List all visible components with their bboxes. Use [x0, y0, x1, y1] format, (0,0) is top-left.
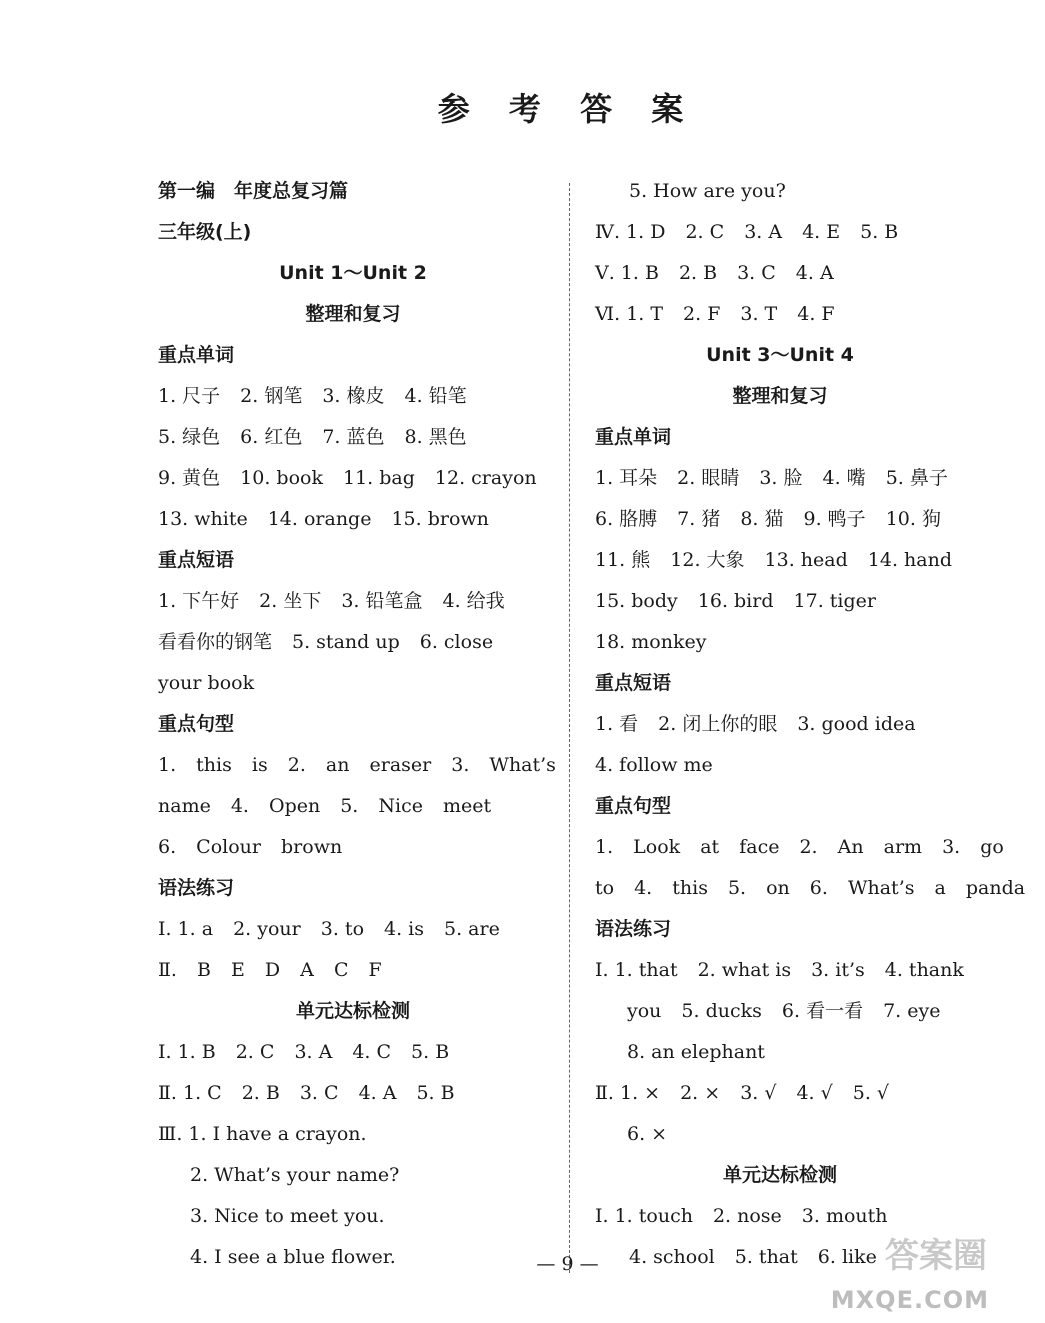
answer-item: 2. C	[685, 221, 725, 243]
answer-line	[158, 458, 548, 499]
answer-item: 4. E	[802, 221, 841, 243]
answer-line	[158, 499, 548, 540]
answer-item: 17. tiger	[793, 590, 876, 612]
answer-item: 3. 铅笔盒	[341, 590, 423, 612]
answer-item: 3. What’s	[451, 754, 556, 776]
answer-item: 看看你的钢笔	[158, 631, 273, 653]
answer-item: 15. body	[595, 590, 678, 612]
answer-item: 4. √	[796, 1082, 833, 1104]
answer-item: 2. ×	[680, 1082, 721, 1104]
answer-item: 3. it’s	[811, 959, 865, 981]
answer-line	[158, 909, 548, 950]
answer-item: 5. 鼻子	[885, 467, 948, 489]
answer-item: Ⅰ. 1. that	[595, 959, 678, 981]
answer-item: 2. F	[683, 303, 721, 325]
answer-item: 5. stand up	[292, 631, 400, 653]
answer-line	[158, 581, 548, 622]
answer-item: 4. 铅笔	[404, 385, 467, 407]
answer-item: 2. B	[241, 1082, 280, 1104]
key-sentences-heading: 重点句型	[158, 713, 235, 735]
answer-item: 2. C	[235, 1041, 275, 1063]
left-column	[158, 171, 556, 1278]
answer-item: 4. this	[634, 877, 708, 899]
answer-item: 5. B	[416, 1082, 455, 1104]
answer-item: 4. F	[797, 303, 835, 325]
unit-test-heading: 单元达标检测	[295, 1000, 410, 1022]
answer-line	[595, 704, 965, 745]
answer-item: Ⅰ. 1. B	[158, 1041, 216, 1063]
answer-item: 3. 脸	[759, 467, 803, 489]
answer-item: 7. eye	[883, 1000, 941, 1022]
answer-item: 3. √	[740, 1082, 777, 1104]
answer-item: 4. 给我	[442, 590, 505, 612]
answer-item: 5. ducks	[681, 1000, 762, 1022]
answer-line: 18. monkey	[595, 631, 707, 653]
answer-line: 6. Colour brown	[158, 836, 343, 858]
answer-item: 4. is	[384, 918, 425, 940]
answer-item: 3. go	[942, 836, 1004, 858]
answer-item: 5. that	[734, 1246, 798, 1268]
answer-line	[595, 1073, 965, 1114]
watermark-logo: 答案圈	[885, 1236, 987, 1276]
answer-item: 2. what is	[697, 959, 792, 981]
answer-item: 7. 蓝色	[322, 426, 385, 448]
answer-line: 8. an elephant	[627, 1041, 765, 1063]
answer-item: 10. 狗	[885, 508, 941, 530]
answer-item: 4. Open	[230, 795, 321, 817]
key-words-heading: 重点单词	[158, 344, 235, 366]
answer-line	[158, 417, 548, 458]
answer-line	[595, 458, 965, 499]
answer-line	[595, 581, 965, 622]
answer-item: 12. 大象	[670, 549, 745, 571]
answer-item: 3. 橡皮	[322, 385, 385, 407]
answer-item: 1. 尺子	[158, 385, 221, 407]
site-watermark	[805, 1228, 995, 1318]
answer-item: 9. 鸭子	[803, 508, 866, 530]
answer-item: 5. B	[860, 221, 899, 243]
answer-item: 4. C	[352, 1041, 392, 1063]
answer-item: 13. white	[158, 508, 248, 530]
answer-item: 4. thank	[884, 959, 964, 981]
answer-item: Ⅰ. 1. a	[158, 918, 214, 940]
answer-line	[595, 991, 965, 1032]
answer-line: Ⅱ. B E D A C F	[158, 959, 382, 981]
answer-item: 2. your	[233, 918, 301, 940]
answer-line	[595, 868, 1026, 909]
answer-item: 2. 钢笔	[240, 385, 303, 407]
answer-item: 6. 看一看	[781, 1000, 864, 1022]
answer-item: 6. 胳膊	[595, 508, 658, 530]
answer-item: 6. 红色	[240, 426, 303, 448]
page-number: — 9 —	[536, 1253, 599, 1275]
page-title: 参 考 答 案	[437, 90, 698, 128]
answer-line: 2. What’s your name?	[190, 1164, 400, 1186]
answer-item: 5. on	[727, 877, 790, 899]
unit-test-heading: 单元达标检测	[722, 1164, 837, 1186]
answer-item: Ⅵ. 1. T	[595, 303, 664, 325]
answer-line	[595, 294, 965, 335]
answer-item: 2. 坐下	[259, 590, 322, 612]
answer-item: 3. to	[320, 918, 365, 940]
answer-line: Ⅲ. 1. I have a crayon.	[158, 1123, 367, 1145]
review-heading: 整理和复习	[305, 303, 401, 325]
answer-item: 5. √	[852, 1082, 890, 1104]
answer-item: 3. A	[294, 1041, 333, 1063]
answer-line: 6. ×	[627, 1123, 668, 1145]
answer-item: 2. 闭上你的眼	[658, 713, 778, 735]
answer-item: 3. C	[299, 1082, 339, 1104]
answer-item: 11. 熊	[595, 549, 651, 571]
answer-item: 1. 看	[595, 713, 639, 735]
answer-item: Ⅱ. 1. ×	[595, 1082, 661, 1104]
review-heading: 整理和复习	[732, 385, 828, 407]
answer-line	[158, 1032, 548, 1073]
answer-line: 4. I see a blue flower.	[190, 1246, 396, 1268]
answer-item: 10. book	[240, 467, 323, 489]
key-phrases-heading: 重点短语	[595, 672, 672, 694]
answer-item: to	[595, 877, 615, 899]
answer-item: Ⅴ. 1. B	[595, 262, 659, 284]
answer-item: 5. 绿色	[158, 426, 221, 448]
grade-heading: 三年级(上)	[158, 221, 252, 243]
answer-item: 1. 耳朵	[595, 467, 658, 489]
watermark-site: MXQE.COM	[830, 1286, 989, 1314]
answer-item: 3. C	[737, 262, 776, 284]
answer-line	[595, 827, 1004, 868]
grammar-heading: 语法练习	[158, 877, 235, 899]
right-column	[595, 171, 1026, 1278]
answer-item: 1. 下午好	[158, 590, 240, 612]
answer-item: 3. mouth	[801, 1205, 888, 1227]
answer-item: Ⅰ. 1. touch	[595, 1205, 693, 1227]
answer-item: 4. A	[795, 262, 834, 284]
answer-item: 4. school	[629, 1246, 715, 1268]
answer-item: 4. 嘴	[822, 467, 866, 489]
key-phrases-heading: 重点短语	[158, 549, 235, 571]
answer-item: Ⅳ. 1. D	[595, 221, 666, 243]
answer-line	[158, 786, 548, 827]
answer-item: 2. an eraser	[287, 754, 432, 776]
answer-item: 2. 眼睛	[677, 467, 740, 489]
answer-item: 11. bag	[342, 467, 415, 489]
answer-line: your book	[158, 672, 255, 694]
answer-item: 8. 黑色	[404, 426, 467, 448]
answer-item: 6. What’s a panda	[809, 877, 1026, 899]
answer-line: 3. Nice to meet you.	[190, 1205, 385, 1227]
answer-line	[595, 212, 965, 253]
answer-item: 2. nose	[712, 1205, 782, 1227]
answer-line	[595, 499, 965, 540]
answer-item: 9. 黄色	[158, 467, 221, 489]
answer-item: 3. good idea	[797, 713, 916, 735]
answer-line	[595, 253, 965, 294]
answer-line: 4. follow me	[595, 754, 713, 776]
answer-item: 3. A	[744, 221, 783, 243]
answer-item: 2. B	[678, 262, 718, 284]
answer-line	[595, 950, 965, 991]
answer-item: 7. 猪	[677, 508, 721, 530]
grammar-heading: 语法练习	[595, 918, 672, 940]
answer-item: 5. Nice meet	[340, 795, 492, 817]
answer-item: 2. An arm	[799, 836, 923, 858]
section-heading: 第一编 年度总复习篇	[158, 180, 349, 202]
answer-line	[158, 1073, 548, 1114]
answer-item: 1. Look at face	[595, 836, 780, 858]
answer-item: 3. T	[740, 303, 778, 325]
answer-item: name	[158, 795, 211, 817]
answer-line	[158, 376, 548, 417]
answer-item: 5. are	[444, 918, 500, 940]
unit-heading: Unit 3～Unit 4	[706, 344, 854, 366]
answer-item: 16. bird	[697, 590, 774, 612]
answer-item: 8. 猫	[740, 508, 784, 530]
answer-item: 15. brown	[391, 508, 489, 530]
answer-line	[595, 540, 965, 581]
answer-line	[158, 745, 556, 786]
answer-item: 12. crayon	[434, 467, 537, 489]
answer-item: Ⅱ. 1. C	[158, 1082, 222, 1104]
unit-heading: Unit 1～Unit 2	[279, 262, 427, 284]
answer-item: 14. hand	[867, 549, 952, 571]
answer-item: 13. head	[764, 549, 848, 571]
answer-item: 5. B	[411, 1041, 450, 1063]
key-words-heading: 重点单词	[595, 426, 672, 448]
answer-item: 1. this is	[158, 754, 268, 776]
answer-item: you	[627, 1000, 662, 1022]
answer-item: 6. like	[817, 1246, 877, 1268]
key-sentences-heading: 重点句型	[595, 795, 672, 817]
answer-item: 6. close	[419, 631, 494, 653]
answer-item: 4. A	[358, 1082, 397, 1104]
answer-item: 14. orange	[267, 508, 372, 530]
column-divider	[569, 183, 570, 1273]
answer-line	[158, 622, 548, 663]
answer-line: 5. How are you?	[629, 180, 786, 202]
